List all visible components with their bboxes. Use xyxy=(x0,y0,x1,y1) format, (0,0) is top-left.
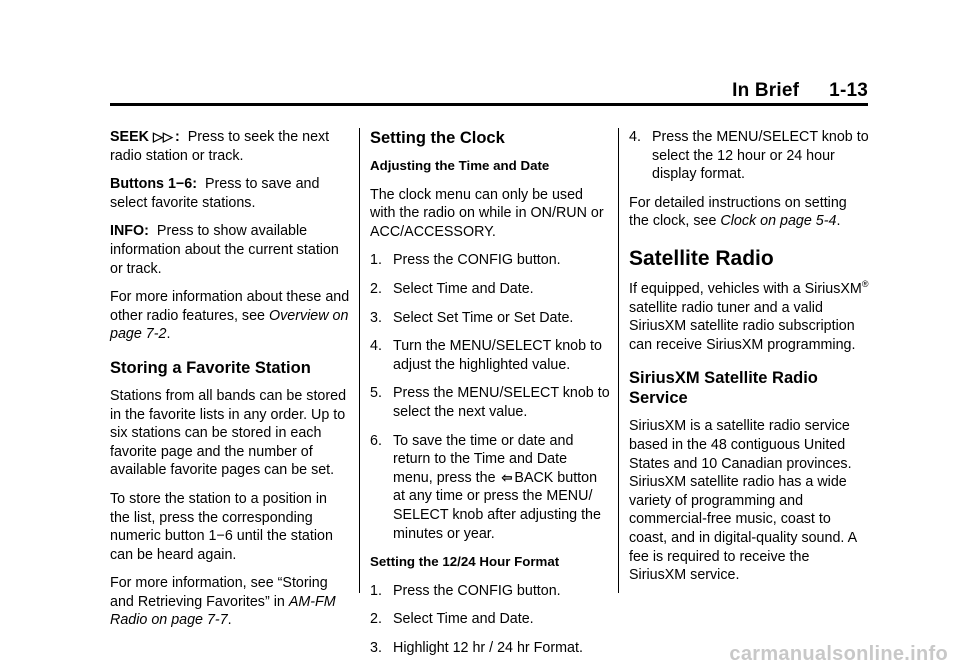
storing-text: For more information, see “Storing and Retrieving Favorites” in xyxy=(110,575,328,610)
adjust-subheading: Adjusting the Time and Date xyxy=(370,158,550,173)
am-fm-link[interactable]: AM-FM Radio on page 7-7 xyxy=(110,593,336,629)
step-text: Highlight 12 hr / 24 hr Format. xyxy=(393,639,583,656)
storing-end: . xyxy=(227,612,232,629)
step6-text-a: To save the time or date and return to the Time and Date menu, press the xyxy=(393,432,574,486)
clock-end: . xyxy=(836,213,841,230)
step-number: 2. xyxy=(370,280,382,297)
step-text: Select Time and Date. xyxy=(393,280,534,297)
step-number: 4. xyxy=(629,129,641,145)
list-item xyxy=(370,582,610,601)
info-text: Press to show available information about the current station or track. xyxy=(110,223,339,277)
overview-link[interactable]: Overview on page 7-2 xyxy=(110,307,349,343)
step-number: 3. xyxy=(370,309,382,326)
step-text: Press the CONFIG button. xyxy=(393,252,561,269)
buttons-label: Buttons 1−6: xyxy=(110,176,197,193)
step-text: Press the MENU/SELECT knob to select the next value. xyxy=(393,385,610,420)
list-item xyxy=(629,128,869,184)
step-text: Select Time and Date. xyxy=(393,611,534,628)
column-middle xyxy=(370,128,610,667)
storing-paragraph-3 xyxy=(110,574,350,630)
step-number: 4. xyxy=(370,338,382,355)
clock-detail-paragraph xyxy=(629,194,869,231)
list-item xyxy=(370,251,610,270)
storing-heading: Storing a Favorite Station xyxy=(110,358,311,377)
seek-paragraph xyxy=(110,128,350,165)
info-paragraph xyxy=(110,222,350,278)
seek-label: SEEK xyxy=(110,129,149,145)
column-divider xyxy=(618,128,619,593)
list-item xyxy=(370,309,610,328)
step-number: 1. xyxy=(370,252,382,269)
buttons-text: Press to save and select favorite stations. xyxy=(110,176,320,211)
column-divider xyxy=(359,128,360,593)
seek-colon: : xyxy=(174,129,180,145)
clock-intro: The clock menu can only be used with the radio on while in ON/RUN or ACC/ACCESSORY. xyxy=(370,186,604,240)
step-text: Press the CONFIG button. xyxy=(393,582,561,599)
column-left xyxy=(110,128,350,640)
clock-link[interactable]: Clock on page 5-4 xyxy=(720,213,837,230)
step-text: Press the MENU/SELECT knob to select the 12 hour or 24 hour display format. xyxy=(652,129,869,183)
service-heading: SiriusXM Satellite Radio Service xyxy=(629,369,818,408)
format-subheading: Setting the 12/24 Hour Format xyxy=(370,554,560,570)
more-text: For more information about these and other radio features, see xyxy=(110,289,350,324)
step-text xyxy=(393,432,610,544)
satellite-text-b: satellite radio tuner and a valid SiriusXM satellite radio subscription can receive SiriusXM programming. xyxy=(629,299,856,353)
list-item xyxy=(370,337,610,374)
step-number: 2. xyxy=(370,611,382,628)
list-item xyxy=(370,384,610,421)
format-steps xyxy=(370,582,610,658)
clock-detail-text: For detailed instructions on setting the clock, see xyxy=(629,194,847,230)
satellite-heading: Satellite Radio xyxy=(629,246,774,270)
list-item xyxy=(370,280,610,299)
step-number: 3. xyxy=(370,639,382,656)
step-number: 1. xyxy=(370,582,382,599)
service-paragraph: SiriusXM is a satellite radio service based in the 48 contiguous United States and 10 Canadian provinces. SiriusXM satellite radio has a wide variety of programming and commercial-free music, coast to coast, and in digital-quality sound. A fee is required to receive the SiriusXM service. xyxy=(629,418,857,584)
more-end: . xyxy=(166,326,171,343)
page-number: 1-13 xyxy=(829,80,868,101)
column-right xyxy=(629,128,869,595)
list-item xyxy=(370,639,610,658)
watermark: carmanualsonline.info xyxy=(729,643,948,665)
adjust-steps xyxy=(370,251,610,421)
satellite-text-a: If equipped, vehicles with a SiriusXM xyxy=(629,280,862,297)
step6-text-b: BACK button at any time or press the MENU/ SELECT knob after adjusting the minutes or year. xyxy=(393,469,601,542)
list-item xyxy=(370,610,610,629)
satellite-paragraph xyxy=(629,280,869,354)
info-label: INFO: xyxy=(110,223,149,240)
buttons-paragraph xyxy=(110,175,350,212)
list-item xyxy=(370,432,610,544)
running-header xyxy=(732,80,868,102)
seek-forward-icon: ▷▷ xyxy=(152,129,173,144)
header-rule xyxy=(110,103,868,106)
step-number: 6. xyxy=(370,432,382,449)
step-text: Select Set Time or Set Date. xyxy=(393,309,574,326)
registered-mark: ® xyxy=(861,279,869,290)
seek-text: Press to seek the next radio station or track. xyxy=(110,129,330,164)
section-title: In Brief xyxy=(732,80,800,101)
more-paragraph xyxy=(110,288,350,344)
back-arrow-icon: ⇦ xyxy=(501,469,513,485)
step-text: Turn the MENU/SELECT knob to adjust the highlighted value. xyxy=(393,338,602,373)
storing-paragraph-1: Stations from all bands can be stored in the favorite lists in any order. Up to six stations can be stored in each favorite page and the number of available favorite pages can be set. xyxy=(110,387,347,479)
step-number: 5. xyxy=(370,385,382,402)
storing-paragraph-2: To store the station to a position in the list, press the corresponding numeric button 1−6 until the station can be heard again. xyxy=(110,490,333,563)
clock-heading: Setting the Clock xyxy=(370,129,505,147)
